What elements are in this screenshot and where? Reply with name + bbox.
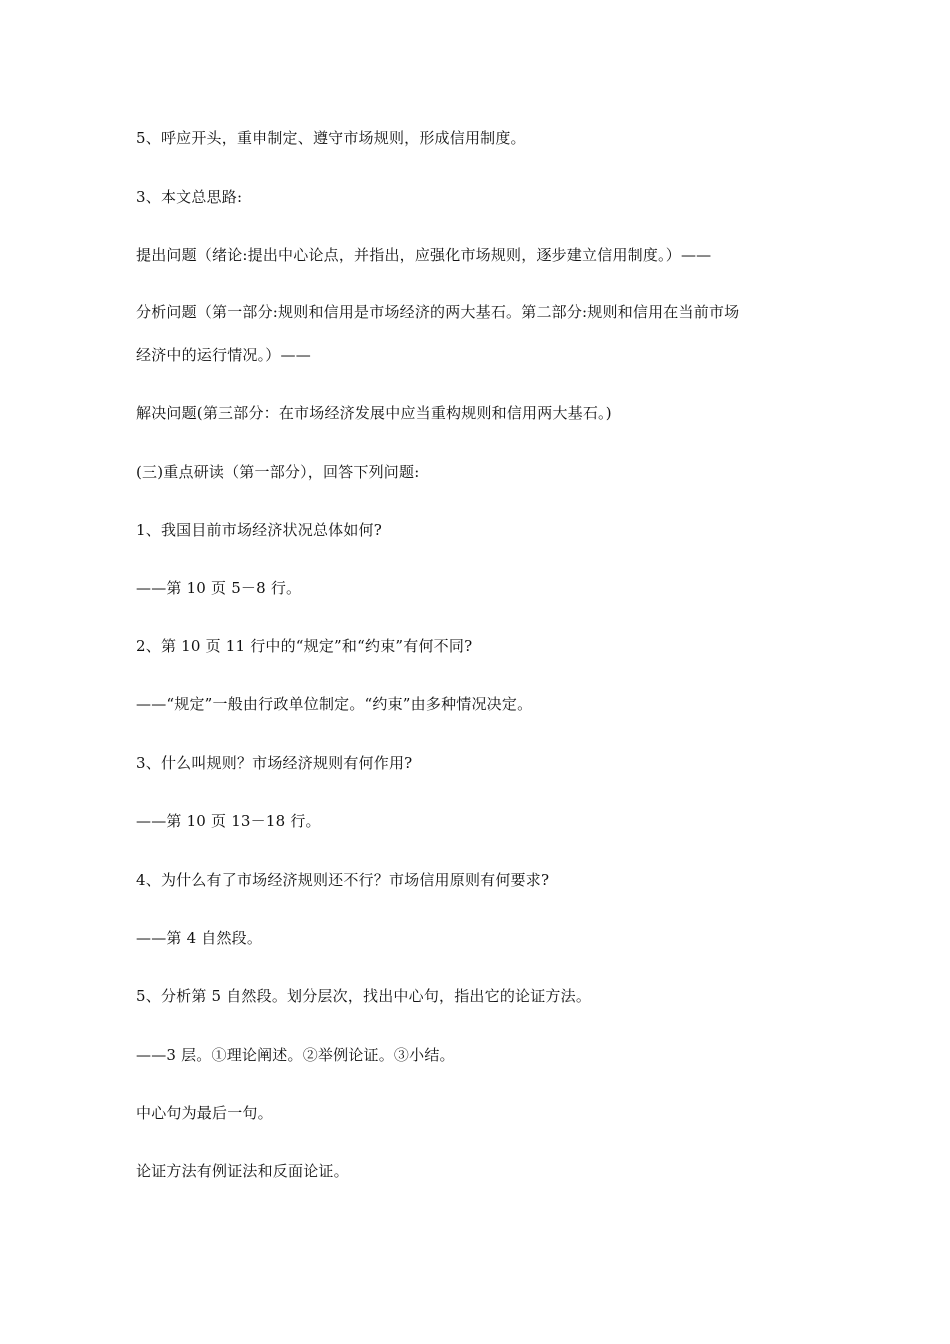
text-line-answer-3: ——第 10 页 13－18 行。 [136,812,321,830]
text-line-question-1: 1、我国目前市场经济状况总体如何? [136,521,382,539]
text-line-question-4: 4、为什么有了市场经济规则还不行？市场信用原则有何要求? [136,871,550,889]
text-line-analyze-problem: 分析问题（第一部分:规则和信用是市场经济的两大基石。第二部分:规则和信用在当前市场 [136,303,740,321]
text-line-argument-methods: 论证方法有例证法和反面论证。 [136,1162,349,1180]
document-page [136,0,826,1344]
text-line-answer-2: ——“规定”一般由行政单位制定。“约束”由多种情况决定。 [136,695,533,713]
text-line-overall-approach-heading: 3、本文总思路: [136,188,243,206]
text-line-central-sentence: 中心句为最后一句。 [136,1104,273,1122]
text-line-question-5: 5、分析第 5 自然段。划分层次，找出中心句，指出它的论证方法。 [136,987,592,1005]
text-line-question-2: 2、第 10 页 11 行中的“规定”和“约束”有何不同? [136,637,473,655]
text-line-conclusion-point-5: 5、呼应开头，重申制定、遵守市场规则，形成信用制度。 [136,129,526,147]
text-line-answer-5: ——3 层。①理论阐述。②举例论证。③小结。 [136,1046,455,1064]
text-line-answer-1: ——第 10 页 5－8 行。 [136,579,302,597]
text-line-question-3: 3、什么叫规则？市场经济规则有何作用? [136,754,413,772]
text-line-analyze-problem-continued: 经济中的运行情况。）—— [136,346,311,364]
text-line-raise-problem: 提出问题（绪论:提出中心论点，并指出，应强化市场规则，逐步建立信用制度。）—— [136,246,712,264]
text-line-solve-problem: 解决问题(第三部分：在市场经济发展中应当重构规则和信用两大基石。) [136,404,612,422]
text-line-answer-4: ——第 4 自然段。 [136,929,263,947]
text-line-focused-reading-heading: (三)重点研读（第一部分），回答下列问题: [136,463,420,481]
